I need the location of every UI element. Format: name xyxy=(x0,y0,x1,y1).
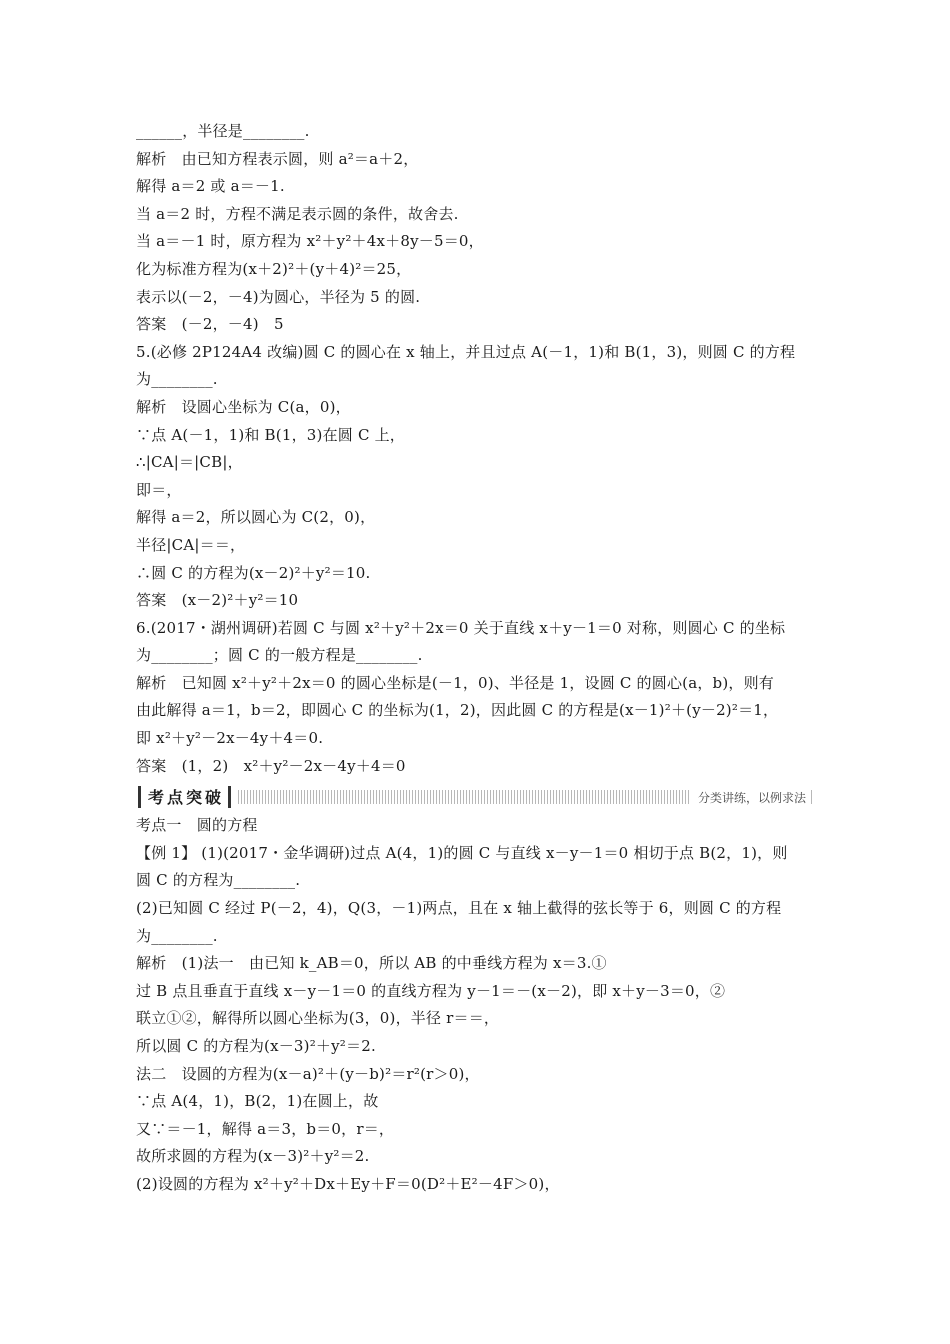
text-line: 法二 设圆的方程为(x－a)²＋(y－b)²＝r²(r＞0)， xyxy=(136,1064,480,1083)
text-line: 故所求圆的方程为(x－3)²＋y²＝2. xyxy=(136,1147,370,1166)
text-line: 表示以(－2，－4)为圆心，半径为 5 的圆. xyxy=(136,287,421,306)
text-line: 圆 C 的方程为________. xyxy=(136,871,301,890)
text-line: 半径|CA|＝＝， xyxy=(136,535,246,554)
text-line: 又∵＝－1，解得 a＝3，b＝0，r＝， xyxy=(136,1119,395,1138)
text-line: 解析 已知圆 x²＋y²＋2x＝0 的圆心坐标是(－1，0)、半径是 1，设圆 C 的圆心(a，b)，则有 xyxy=(136,673,775,692)
text-line: 5.(必修 2P124A4 改编)圆 C 的圆心在 x 轴上，并且过点 A(－1，1)和 B(1，3)，则圆 C 的方程 xyxy=(136,342,796,361)
text-line: 考点一 圆的方程 xyxy=(136,816,258,835)
text-line: (2)设圆的方程为 x²＋y²＋Dx＋Ey＋F＝0(D²＋E²－4F＞0)， xyxy=(136,1174,560,1193)
solution-block-a xyxy=(136,118,816,780)
section-title: 考点突破 xyxy=(148,788,225,808)
text-line: 为________. xyxy=(136,370,218,389)
section-bracket-left xyxy=(138,786,141,808)
text-line: 解析 由已知方程表示圆，则 a²＝a＋2， xyxy=(136,149,419,168)
text-line: 【例 1】 (1)(2017・金华调研)过点 A(4，1)的圆 C 与直线 x－y－1＝0 相切于点 B(2，1)，则 xyxy=(136,843,788,862)
text-line: 即 x²＋y²－2x－4y＋4＝0. xyxy=(136,729,324,748)
text-line: ∵点 A(4，1)，B(2，1)在圆上，故 xyxy=(136,1092,379,1111)
text-line: 答案 (1，2) x²＋y²－2x－4y＋4＝0 xyxy=(136,756,406,775)
text-line: 解得 a＝2 或 a＝－1. xyxy=(136,177,285,196)
text-line: 当 a＝－1 时，原方程为 x²＋y²＋4x＋8y－5＝0， xyxy=(136,232,484,251)
text-line: (2)已知圆 C 经过 P(－2，4)，Q(3，－1)两点，且在 x 轴上截得的弦长等于 6，则圆 C 的方程 xyxy=(136,899,782,918)
text-line: ∴圆 C 的方程为(x－2)²＋y²＝10. xyxy=(136,563,371,582)
text-line: 当 a＝2 时，方程不满足表示圆的条件，故舍去. xyxy=(136,204,459,223)
text-line: 答案 (x－2)²＋y²＝10 xyxy=(136,591,299,610)
text-line: 联立①②，解得所以圆心坐标为(3，0)，半径 r＝＝， xyxy=(136,1009,500,1028)
text-line: 由此解得 a＝1，b＝2，即圆心 C 的坐标为(1，2)，因此圆 C 的方程是(x－1)²＋(y－2)²＝1， xyxy=(136,701,779,720)
text-line: 为________. xyxy=(136,926,218,945)
section-header xyxy=(136,782,816,812)
text-line: 所以圆 C 的方程为(x－3)²＋y²＝2. xyxy=(136,1037,376,1055)
text-line: ∵点 A(－1，1)和 B(1，3)在圆 C 上， xyxy=(136,425,405,444)
text-line: 即＝， xyxy=(136,480,182,499)
text-line: 为________；圆 C 的一般方程是________. xyxy=(136,646,423,665)
text-line: 化为标准方程为(x＋2)²＋(y＋4)²＝25， xyxy=(136,259,412,278)
solution-block-b xyxy=(136,812,816,1198)
text-line: 6.(2017・湖州调研)若圆 C 与圆 x²＋y²＋2x＝0 关于直线 x＋y－1＝0 对称，则圆心 C 的坐标 xyxy=(136,618,786,637)
text-line: 解析 (1)法一 由已知 k_AB＝0，所以 AB 的中垂线方程为 x＝3.① xyxy=(136,954,607,973)
text-line: 过 B 点且垂直于直线 x－y－1＝0 的直线方程为 y－1＝－(x－2)，即 x＋y－3＝0，② xyxy=(136,981,726,1000)
text-line: 答案 (－2，－4) 5 xyxy=(136,315,284,334)
section-subtitle: 分类讲练，以例求法 xyxy=(690,789,810,806)
text-line: ______，半径是________. xyxy=(136,122,310,140)
text-line: 解析 设圆心坐标为 C(a，0)， xyxy=(136,397,351,416)
text-line: ∴|CA|＝|CB|， xyxy=(136,453,243,472)
document-page xyxy=(136,118,816,1199)
text-line: 解得 a＝2，所以圆心为 C(2，0)， xyxy=(136,508,376,527)
section-bracket-right xyxy=(228,786,231,808)
